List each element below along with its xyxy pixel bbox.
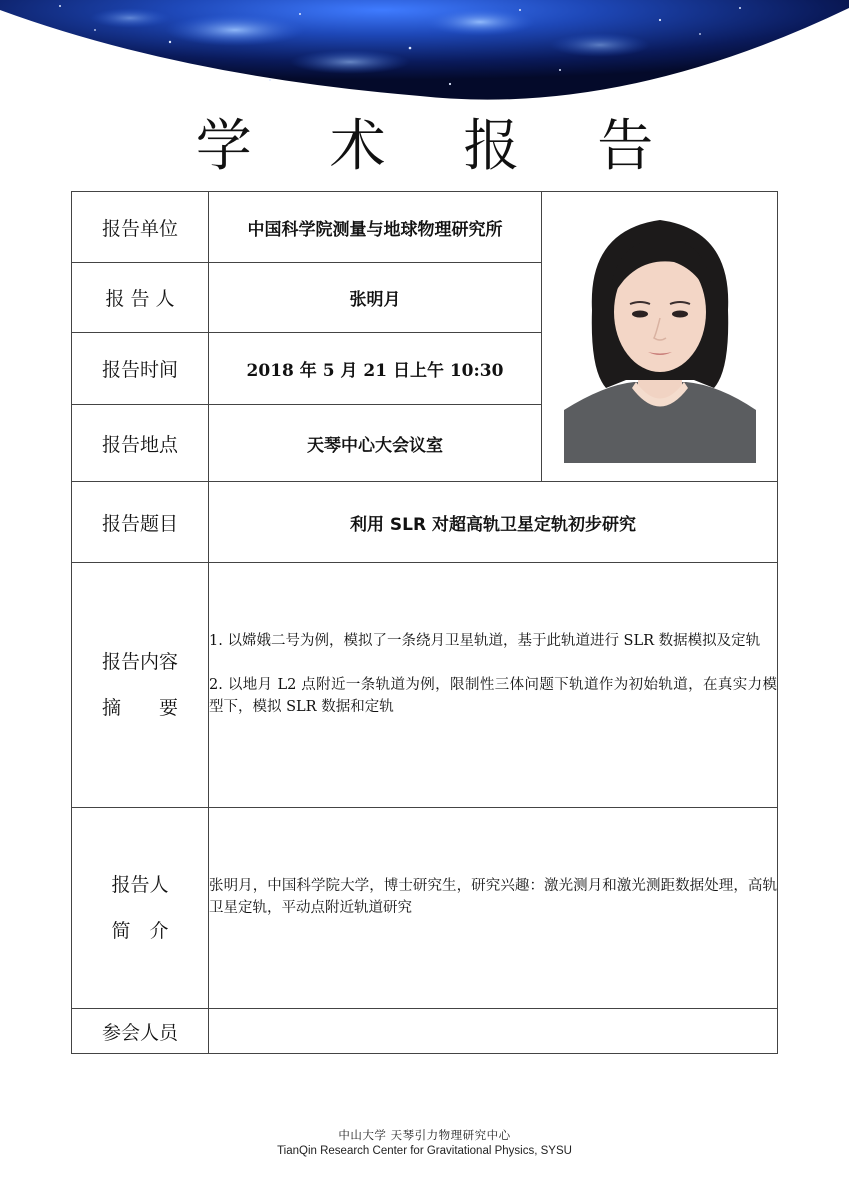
value-unit: 中国科学院测量与地球物理研究所 (209, 192, 542, 263)
report-table (71, 191, 778, 1054)
value-attendees (209, 1009, 778, 1054)
page-title: 学 术 报 告 (195, 114, 684, 179)
row-bio (72, 808, 778, 1009)
row-abstract (72, 563, 778, 808)
row-unit (72, 192, 778, 263)
label-unit: 报告单位 (72, 192, 209, 263)
value-location: 天琴中心大会议室 (209, 405, 542, 482)
speaker-photo (564, 210, 756, 463)
label-speaker: 报 告 人 (72, 263, 209, 333)
label-bio (72, 808, 209, 1009)
label-time: 报告时间 (72, 333, 209, 405)
bio-text (209, 808, 778, 1009)
abstract-text (209, 563, 778, 808)
label-location: 报告地点 (72, 405, 209, 482)
footer-english: TianQin Research Center for Gravitational Physics, SYSU (277, 1145, 572, 1157)
footer-chinese: 中山大学 天琴引力物理研究中心 (338, 1128, 511, 1142)
value-speaker: 张明月 (209, 263, 542, 333)
space-banner (0, 0, 849, 105)
abstract-paragraph: 2. 以地月 L2 点附近一条轨道为例，限制性三体问题下轨道作为初始轨道，在真实力模型下，模拟 SLR 数据和定轨 (209, 677, 777, 715)
label-abstract (72, 563, 209, 808)
label-topic: 报告题目 (72, 482, 209, 563)
label-abstract-line1: 报告内容 (101, 651, 178, 673)
banner-graphic (0, 0, 849, 105)
bio-paragraph: 张明月，中国科学院大学，博士研究生，研究兴趣：激光测月和激光测距数据处理，高轨卫星定轨，平动点附近轨道研究 (209, 878, 777, 916)
label-bio-line1: 报告人 (111, 874, 169, 896)
value-topic: 利用 SLR 对超高轨卫星定轨初步研究 (209, 482, 778, 563)
speaker-photo-cell (542, 192, 778, 482)
value-time: 2018 年 5 月 21 日上午 10:30 (209, 333, 542, 405)
label-bio-line2: 简 介 (111, 920, 169, 942)
label-attendees: 参会人员 (72, 1009, 209, 1054)
abstract-paragraph: 1. 以嫦娥二号为例，模拟了一条绕月卫星轨道，基于此轨道进行 SLR 数据模拟及定轨 (209, 633, 761, 649)
row-attendees (72, 1009, 778, 1054)
footer (0, 1127, 849, 1159)
label-abstract-line2: 摘 要 (101, 697, 178, 719)
row-topic (72, 482, 778, 563)
